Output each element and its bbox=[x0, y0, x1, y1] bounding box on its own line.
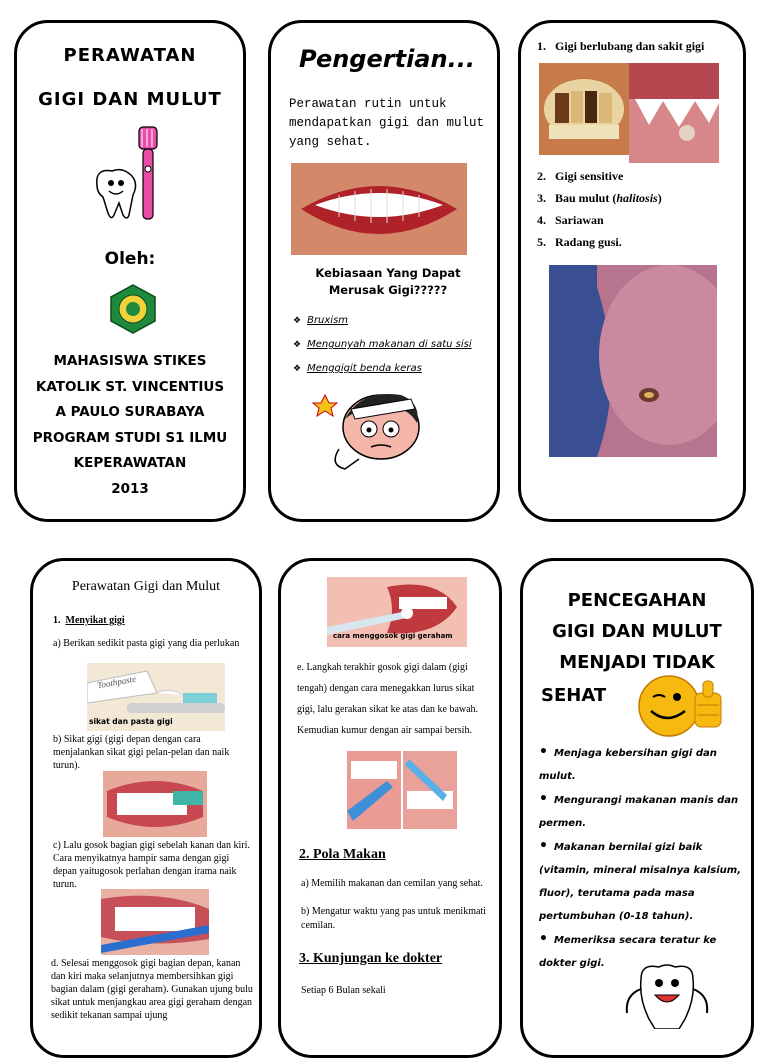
mouth-ulcer-photo bbox=[549, 265, 717, 457]
list-item: • Menjaga kebersihan gigi dan mulut. bbox=[539, 741, 745, 788]
diet-title: 2. Pola Makan bbox=[299, 847, 386, 862]
step-d: d. Selesai menggosok gigi bagian depan, kanan dan kiri maka selanjutnya membersihkan gigi bagian dalam (gigi geraham). Gunakan ujung bulu sikat untuk menjangkau area gigi geraham dengan sedikit tekanan sampai ujung bbox=[51, 958, 253, 1021]
problem-item-5: 5. Radang gusi. bbox=[537, 235, 622, 249]
toothpaste-photo bbox=[87, 663, 225, 731]
prevention-title-last: SEHAT bbox=[541, 685, 607, 706]
stikes-logo bbox=[107, 283, 159, 335]
list-item: • Memeriksa secara teratur ke dokter gigi. bbox=[539, 928, 745, 975]
diet-item-a: a) Memilih makanan dan cemilan yang sehat. bbox=[301, 878, 483, 889]
brushing-heading: 1. Menyikat gigi bbox=[53, 615, 125, 626]
molar-brush-photo bbox=[327, 577, 467, 647]
side-brush-photo bbox=[101, 889, 209, 955]
doctor-title: 3. Kunjungan ke dokter bbox=[299, 951, 443, 966]
problem-item-3: 3. Bau mulut (halitosis) bbox=[537, 191, 662, 205]
cover-panel bbox=[14, 20, 246, 522]
doctor-text: Setiap 6 Bulan sekali bbox=[301, 985, 386, 996]
problem-item-1: 1. Gigi berlubang dan sakit gigi bbox=[537, 39, 705, 53]
definition-heading: Pengertian... bbox=[299, 45, 475, 73]
author-line: MAHASISWA STIKES bbox=[53, 353, 207, 369]
definition-text: Perawatan rutin untuk mendapatkan gigi dan mulut yang sehat. bbox=[289, 97, 485, 149]
step-e: e. Langkah terakhir gosok gigi dalam (gigi tengah) dengan cara menegakkan lurus sikat gigi, lalu gerakan sikat ke atas dan ke bawah. Kemudian kumur dengan air sampai bersih. bbox=[297, 662, 479, 736]
author-line: KATOLIK ST. VINCENTIUS bbox=[35, 378, 225, 395]
front-brush-photo bbox=[103, 771, 207, 837]
definition-panel bbox=[268, 20, 500, 522]
confused-cartoon bbox=[311, 379, 441, 474]
cover-authors bbox=[17, 349, 243, 502]
problem-item-2: 2. Gigi sensitive bbox=[537, 169, 624, 183]
toothpaste-label: Toothpaste bbox=[96, 673, 137, 691]
habits-title: Kebiasaan Yang Dapat Merusak Gigi????? bbox=[315, 266, 461, 297]
step-b: b) Sikat gigi (gigi depan dengan cara menjalankan sikat gigi pelan-pelan dan naik turun). bbox=[53, 734, 230, 771]
habits-list bbox=[293, 309, 493, 381]
care-title: Perawatan Gigi dan Mulut bbox=[71, 579, 221, 594]
cover-title-line1: PERAWATAN bbox=[63, 45, 197, 66]
care-panel bbox=[30, 558, 262, 1058]
inner-brush-photo-1 bbox=[347, 751, 401, 829]
step-a: a) Berikan sedikit pasta gigi yang dia perlukan bbox=[53, 638, 240, 649]
decayed-teeth-photo bbox=[539, 63, 629, 155]
author-line: KEPERAWATAN bbox=[73, 455, 187, 471]
list-item: ❖ Menggigit benda keras bbox=[293, 357, 493, 381]
prevention-panel bbox=[520, 558, 754, 1058]
cover-oleh: Oleh: bbox=[104, 249, 156, 269]
steps-panel bbox=[278, 558, 502, 1058]
prevention-title: PENCEGAHAN GIGI DAN MULUT MENJADI TIDAK bbox=[552, 590, 722, 673]
smile-photo bbox=[291, 163, 467, 255]
thumbs-up-smiley-icon bbox=[635, 675, 727, 737]
problems-panel bbox=[518, 20, 746, 522]
molar-caption: cara menggosok gigi geraham bbox=[333, 632, 453, 640]
problem-item-4: 4. Sariawan bbox=[537, 213, 604, 227]
list-item: ❖ Mengunyah makanan di satu sisi bbox=[293, 333, 493, 357]
prevention-list bbox=[539, 741, 745, 975]
toothpaste-caption: sikat dan pasta gigi bbox=[89, 717, 173, 726]
author-line: A PAULO SURABAYA bbox=[55, 404, 205, 420]
author-line: 2013 bbox=[111, 480, 149, 497]
step-c: c) Lalu gosok bagian gigi sebelah kanan dan kiri. Cara menyikatnya hampir sama dengan gigi depan yaitugosok perlahan dengan irama naik turun. bbox=[53, 840, 250, 890]
list-item: • Makanan bernilai gizi baik (vitamin, mineral misalnya kalsium, fluor), terutama pada masa pertumbuhan (0-18 tahun). bbox=[539, 835, 745, 928]
author-line: PROGRAM STUDI S1 ILMU bbox=[32, 429, 228, 446]
cover-title-line2: GIGI DAN MULUT bbox=[38, 89, 222, 110]
happy-tooth-cartoon bbox=[619, 959, 715, 1029]
inner-brush-photo-2 bbox=[403, 751, 457, 829]
tooth-brush-cartoon bbox=[87, 123, 177, 228]
list-item: • Mengurangi makanan manis dan permen. bbox=[539, 788, 745, 835]
list-item: ❖ Bruxism bbox=[293, 309, 493, 333]
diet-item-b: b) Mengatur waktu yang pas untuk menikmati cemilan. bbox=[301, 906, 486, 931]
gum-abscess-photo bbox=[629, 63, 719, 163]
